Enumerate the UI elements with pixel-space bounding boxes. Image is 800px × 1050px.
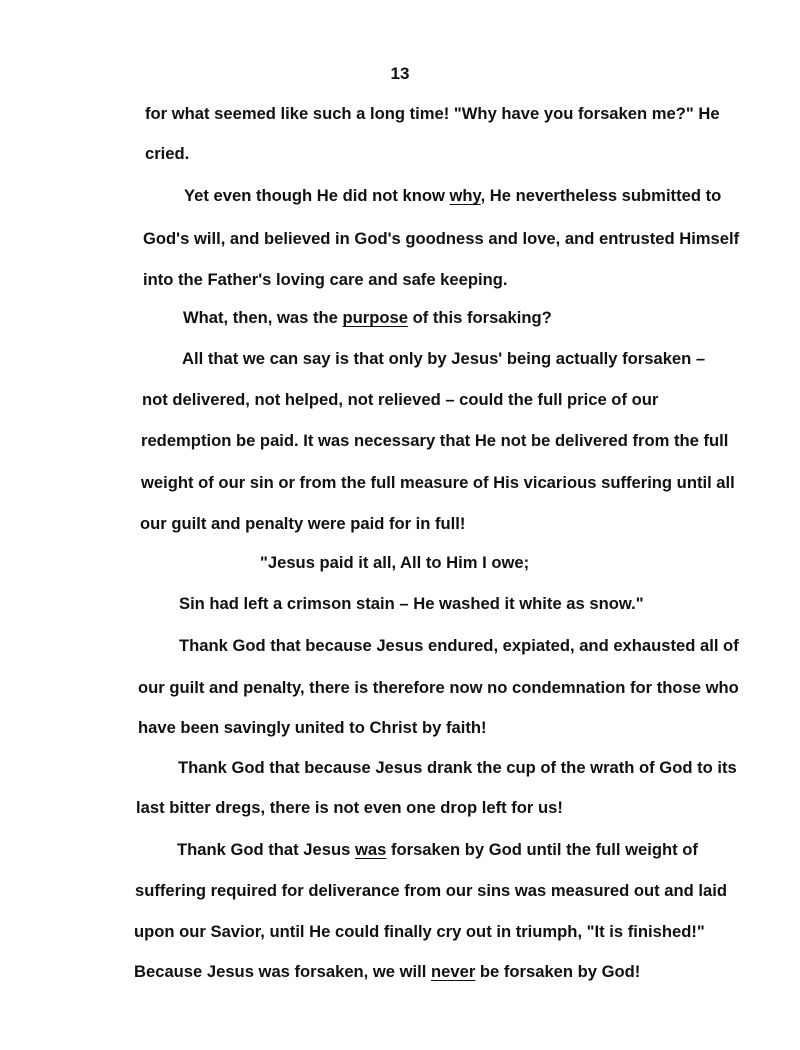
text: , He nevertheless submitted to bbox=[480, 186, 722, 205]
text: be forsaken by God! bbox=[475, 962, 641, 981]
underlined-word: purpose bbox=[342, 308, 408, 327]
text-line bbox=[145, 144, 189, 164]
text: our guilt and penalty, there is therefore now no condemnation for those who bbox=[138, 678, 739, 697]
text: "Jesus paid it all, All to Him I owe; bbox=[260, 553, 530, 572]
text: Thank God that because Jesus drank the cup of the wrath of God to its bbox=[178, 758, 737, 777]
underlined-word: never bbox=[431, 962, 476, 981]
text-line bbox=[138, 678, 739, 698]
text-line bbox=[136, 798, 563, 818]
underlined-word: why bbox=[449, 186, 481, 205]
text-line bbox=[134, 922, 705, 942]
text: weight of our sin or from the full measure of His vicarious suffering until all bbox=[141, 473, 735, 492]
text: suffering required for deliverance from our sins was measured out and laid bbox=[135, 881, 727, 900]
text-line bbox=[140, 514, 465, 534]
text-line bbox=[177, 840, 698, 860]
text-line bbox=[142, 390, 658, 410]
text: Sin had left a crimson stain – He washed it white as snow." bbox=[179, 594, 644, 613]
text: God's will, and believed in God's goodness and love, and entrusted Himself bbox=[143, 229, 740, 248]
text: last bitter dregs, there is not even one drop left for us! bbox=[136, 798, 563, 817]
text-line bbox=[141, 473, 735, 493]
text-line bbox=[135, 881, 727, 901]
text: What, then, was the bbox=[183, 308, 343, 327]
page-number: 13 bbox=[390, 64, 410, 83]
text-line bbox=[179, 636, 739, 656]
text: Yet even though He did not know bbox=[184, 186, 450, 205]
text: have been savingly united to Christ by faith! bbox=[138, 718, 487, 737]
text: forsaken by God until the full weight of bbox=[386, 840, 698, 859]
text: of this forsaking? bbox=[407, 308, 552, 327]
text: Thank God that because Jesus endured, expiated, and exhausted all of bbox=[179, 636, 739, 655]
text: for what seemed like such a long time! "Why have you forsaken me?" He bbox=[145, 104, 720, 123]
text-line bbox=[138, 718, 487, 738]
text-line bbox=[184, 186, 721, 206]
text-line bbox=[143, 229, 739, 249]
text-line bbox=[145, 104, 720, 124]
text: our guilt and penalty were paid for in full! bbox=[140, 514, 466, 533]
text-line bbox=[143, 270, 508, 290]
text: Because Jesus was forsaken, we will bbox=[134, 962, 431, 981]
text-line bbox=[134, 962, 640, 982]
text: into the Father's loving care and safe keeping. bbox=[143, 270, 508, 289]
text: not delivered, not helped, not relieved – could the full price of our bbox=[142, 390, 659, 409]
text: All that we can say is that only by Jesus' being actually forsaken – bbox=[182, 349, 706, 368]
text: upon our Savior, until He could finally cry out in triumph, "It is finished!" bbox=[134, 922, 705, 941]
hymn-line bbox=[179, 594, 644, 614]
text: cried. bbox=[145, 144, 190, 163]
text-line bbox=[182, 349, 705, 369]
text-line bbox=[178, 758, 737, 778]
text: Thank God that Jesus bbox=[177, 840, 355, 859]
text-line bbox=[183, 308, 552, 328]
underlined-word: was bbox=[354, 840, 387, 859]
hymn-line bbox=[260, 553, 529, 573]
text: redemption be paid. It was necessary that He not be delivered from the full bbox=[141, 431, 729, 450]
text-line bbox=[141, 431, 728, 451]
